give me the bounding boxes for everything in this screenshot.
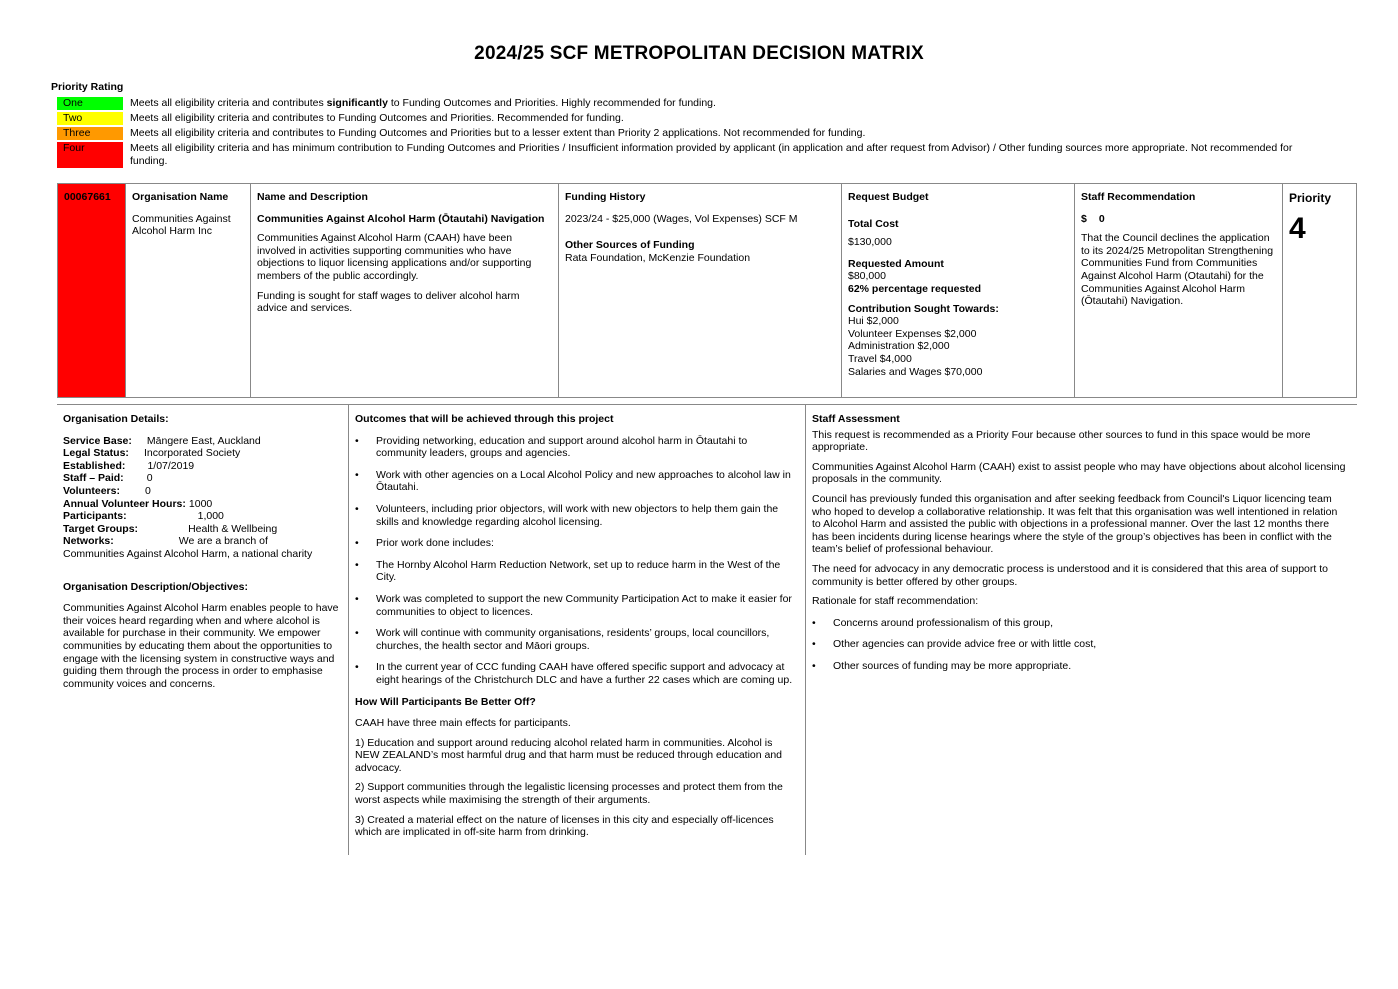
application-code: 00067661 — [58, 184, 125, 397]
detail-target-groups: Target Groups: Health & Wellbeing — [63, 522, 278, 535]
effect-item: 1) Education and support around reducing alcohol related harm in communities. Alcohol is NEW ZEALAND’s most harmful drug and that harm must be reduced through education and advocacy. — [355, 736, 783, 774]
outcome-item: • Volunteers, including prior objectors, will work with new objectors to help them gain the skills and knowledge regarding alcohol licensing. — [355, 503, 799, 528]
contribution-label: Contribution Sought Towards: — [848, 302, 999, 315]
detail-staff-paid: Staff – Paid: 0 — [63, 472, 153, 485]
total-cost: $130,000 — [848, 236, 892, 249]
outcomes-column — [348, 405, 806, 855]
priority-cell — [1282, 184, 1356, 397]
funding-purpose: Funding is sought for staff wages to deliver alcohol harm advice and services. — [257, 289, 520, 315]
staff-assessment-heading: Staff Assessment — [812, 413, 900, 425]
priority-swatch-two: Two — [57, 112, 123, 125]
rationale-item: • Concerns around professionalism of this group, — [812, 617, 1347, 630]
org-description-heading: Organisation Description/Objectives: — [63, 580, 248, 593]
staff-assessment-column — [806, 405, 1357, 855]
staff-recommendation-header: Staff Recommendation — [1081, 191, 1196, 203]
detail-networks: Networks: We are a branch of — [63, 535, 268, 548]
priority-header: Priority — [1289, 191, 1332, 205]
org-name: Communities Against Alcohol Harm Inc — [132, 212, 231, 238]
outcome-item: • In the current year of CCC funding CAAH have offered specific support and advocacy at eight hearings of the Christchurch DLC and have a further 22 cases which are coming up. — [355, 661, 799, 686]
priority-desc-three: Meets all eligibility criteria and contributes to Funding Outcomes and Priorities but to a lesser extent than Priority 2 applications. Not recommended for funding. — [130, 127, 866, 139]
project-description: Communities Against Alcohol Harm (CAAH) have been involved in activities supporting communities who have objections to liquor licensing applications and/or supporting members of the public accordingly. — [257, 232, 532, 282]
detail-established: Established: 1/07/2019 — [63, 459, 195, 472]
application-summary-table — [57, 183, 1357, 398]
rationale-item: • Other sources of funding may be more appropriate. — [812, 660, 1347, 673]
org-details-heading: Organisation Details: — [63, 413, 169, 425]
contribution-item: Salaries and Wages $70,000 — [848, 365, 983, 378]
org-name-header: Organisation Name — [132, 191, 229, 203]
rationale-heading: Rationale for staff recommendation: — [812, 595, 979, 608]
better-off-heading: How Will Participants Be Better Off? — [355, 695, 536, 708]
assessment-paragraph: This request is recommended as a Priority Four because other sources to fund in this space would be more appropriate. — [812, 428, 1311, 454]
page-title: 2024/25 SCF METROPOLITAN DECISION MATRIX — [474, 43, 924, 64]
detail-volunteer-hours: Annual Volunteer Hours: 1000 — [63, 497, 213, 510]
priority-swatch-four: Four — [57, 142, 123, 168]
priority-desc-four: Meets all eligibility criteria and has minimum contribution to Funding Outcomes and Priorities / Insufficient information provided by applicant (in application and after request from Advisor) / Other funding sources more appropriate. Not recommended for funding. — [130, 142, 1293, 167]
assessment-paragraph: Council has previously funded this organisation and after seeking feedback from Council's Liquor licencing team who hoped to develop a collaborative relationship. It was felt that this organisation was well intentioned in relation to Alcohol Harm and assisted the public with objections in a professional manner. Over the last 12 months there has been incidents during license hearings where the style of the group’s objectives has been in conflict with the team’s belief of professional behaviour. — [812, 492, 1338, 556]
total-cost-label: Total Cost — [848, 217, 899, 230]
contribution-item: Travel $4,000 — [848, 352, 912, 365]
requested-amount-label: Requested Amount — [848, 257, 944, 270]
funding-history-header: Funding History — [565, 191, 646, 203]
funding-history-cell — [558, 184, 841, 397]
requested-amount: $80,000 — [848, 270, 886, 283]
rationale-list — [812, 617, 1347, 673]
staff-recommendation-cell — [1074, 184, 1282, 397]
detail-networks-continued: Communities Against Alcohol Harm, a national charity — [63, 547, 313, 560]
contribution-item: Volunteer Expenses $2,000 — [848, 327, 977, 340]
detail-legal-status: Legal Status: Incorporated Society — [63, 447, 241, 460]
outcomes-list — [355, 435, 799, 687]
priority-value: 4 — [1289, 212, 1306, 246]
priority-swatch-one: One — [57, 97, 123, 110]
effect-item: 3) Created a material effect on the nature of licenses in this city and especially off-licences which are implicated in off-site harm from drinking. — [355, 813, 774, 839]
other-sources: Rata Foundation, McKenzie Foundation — [565, 251, 751, 264]
priority-rating-heading: Priority Rating — [51, 81, 124, 93]
organisation-details-column — [57, 405, 348, 855]
name-description-header: Name and Description — [257, 191, 368, 203]
org-description: Communities Against Alcohol Harm enables people to have their voices heard regarding when and where alcohol is available for purchase in their community. We empower communities by educating them about the opportunities to engage with the licensing system in constructive ways and guiding them through the process in order to emphasise community voices and concerns. — [63, 602, 339, 690]
percentage-requested: 62% percentage requested — [848, 282, 982, 295]
outcome-item: • Work with other agencies on a Local Alcohol Policy and new approaches to alcohol law in Ōtautahi. — [355, 469, 799, 494]
outcome-item: • Providing networking, education and support around alcohol harm in Ōtautahi to community leaders, groups and agencies. — [355, 435, 799, 460]
project-name: Communities Against Alcohol Harm (Ōtautahi) Navigation — [257, 212, 545, 225]
contribution-item: Hui $2,000 — [848, 315, 899, 328]
outcome-item: • The Hornby Alcohol Harm Reduction Network, set up to reduce harm in the West of the City. — [355, 559, 799, 584]
request-budget-header: Request Budget — [848, 191, 929, 203]
better-off-intro: CAAH have three main effects for participants. — [355, 717, 571, 730]
details-section — [57, 405, 1357, 855]
priority-swatch-three: Three — [57, 127, 123, 140]
detail-volunteers: Volunteers: 0 — [63, 484, 151, 497]
priority-row-one — [57, 97, 1317, 110]
assessment-paragraph: The need for advocacy in any democratic process is understood and it is considered that this area of support to community is better offered by other groups. — [812, 562, 1328, 588]
other-sources-header: Other Sources of Funding — [565, 239, 695, 252]
assessment-paragraph: Communities Against Alcohol Harm (CAAH) exist to assist people who may have objections about alcohol licensing proposals in the community. — [812, 460, 1346, 486]
contribution-item: Administration $2,000 — [848, 340, 950, 353]
outcome-item: • Prior work done includes: — [355, 537, 799, 550]
name-description-cell — [250, 184, 558, 397]
detail-service-base: Service Base: Māngere East, Auckland — [63, 434, 261, 447]
effect-item: 2) Support communities through the legalistic licensing processes and protect them from the worst aspects while maximising the strength of their arguments. — [355, 781, 783, 807]
funding-history: 2023/24 - $25,000 (Wages, Vol Expenses) SCF M — [565, 212, 798, 225]
detail-participants: Participants: 1,000 — [63, 510, 224, 523]
outcomes-heading: Outcomes that will be achieved through this project — [355, 413, 614, 425]
priority-row-three — [57, 127, 1317, 140]
request-budget-cell — [841, 184, 1074, 397]
outcome-item: • Work was completed to support the new Community Participation Act to make it easier for communities to object to licences. — [355, 593, 799, 618]
priority-desc-two: Meets all eligibility criteria and contributes to Funding Outcomes and Priorities. Recommended for funding. — [130, 112, 624, 124]
priority-row-two — [57, 112, 1317, 125]
recommended-amount: $ 0 — [1081, 212, 1105, 225]
priority-rating-legend — [57, 97, 1317, 170]
staff-recommendation-text: That the Council declines the application to its 2024/25 Metropolitan Strengthening Communities Fund from Communities Against Alcohol Harm (Otautahi) for the Communities Against Alcohol Harm (Ōtautahi) Navigation. — [1081, 232, 1274, 308]
rationale-item: • Other agencies can provide advice free or with little cost, — [812, 638, 1347, 651]
org-name-cell — [125, 184, 250, 397]
priority-row-four — [57, 142, 1317, 168]
priority-desc-one: Meets all eligibility criteria and contributes significantly to Funding Outcomes and Priorities. Highly recommended for funding. — [130, 97, 716, 109]
outcome-item: • Work will continue with community organisations, residents’ groups, local councillors, churches, the health sector and Māori groups. — [355, 627, 799, 652]
